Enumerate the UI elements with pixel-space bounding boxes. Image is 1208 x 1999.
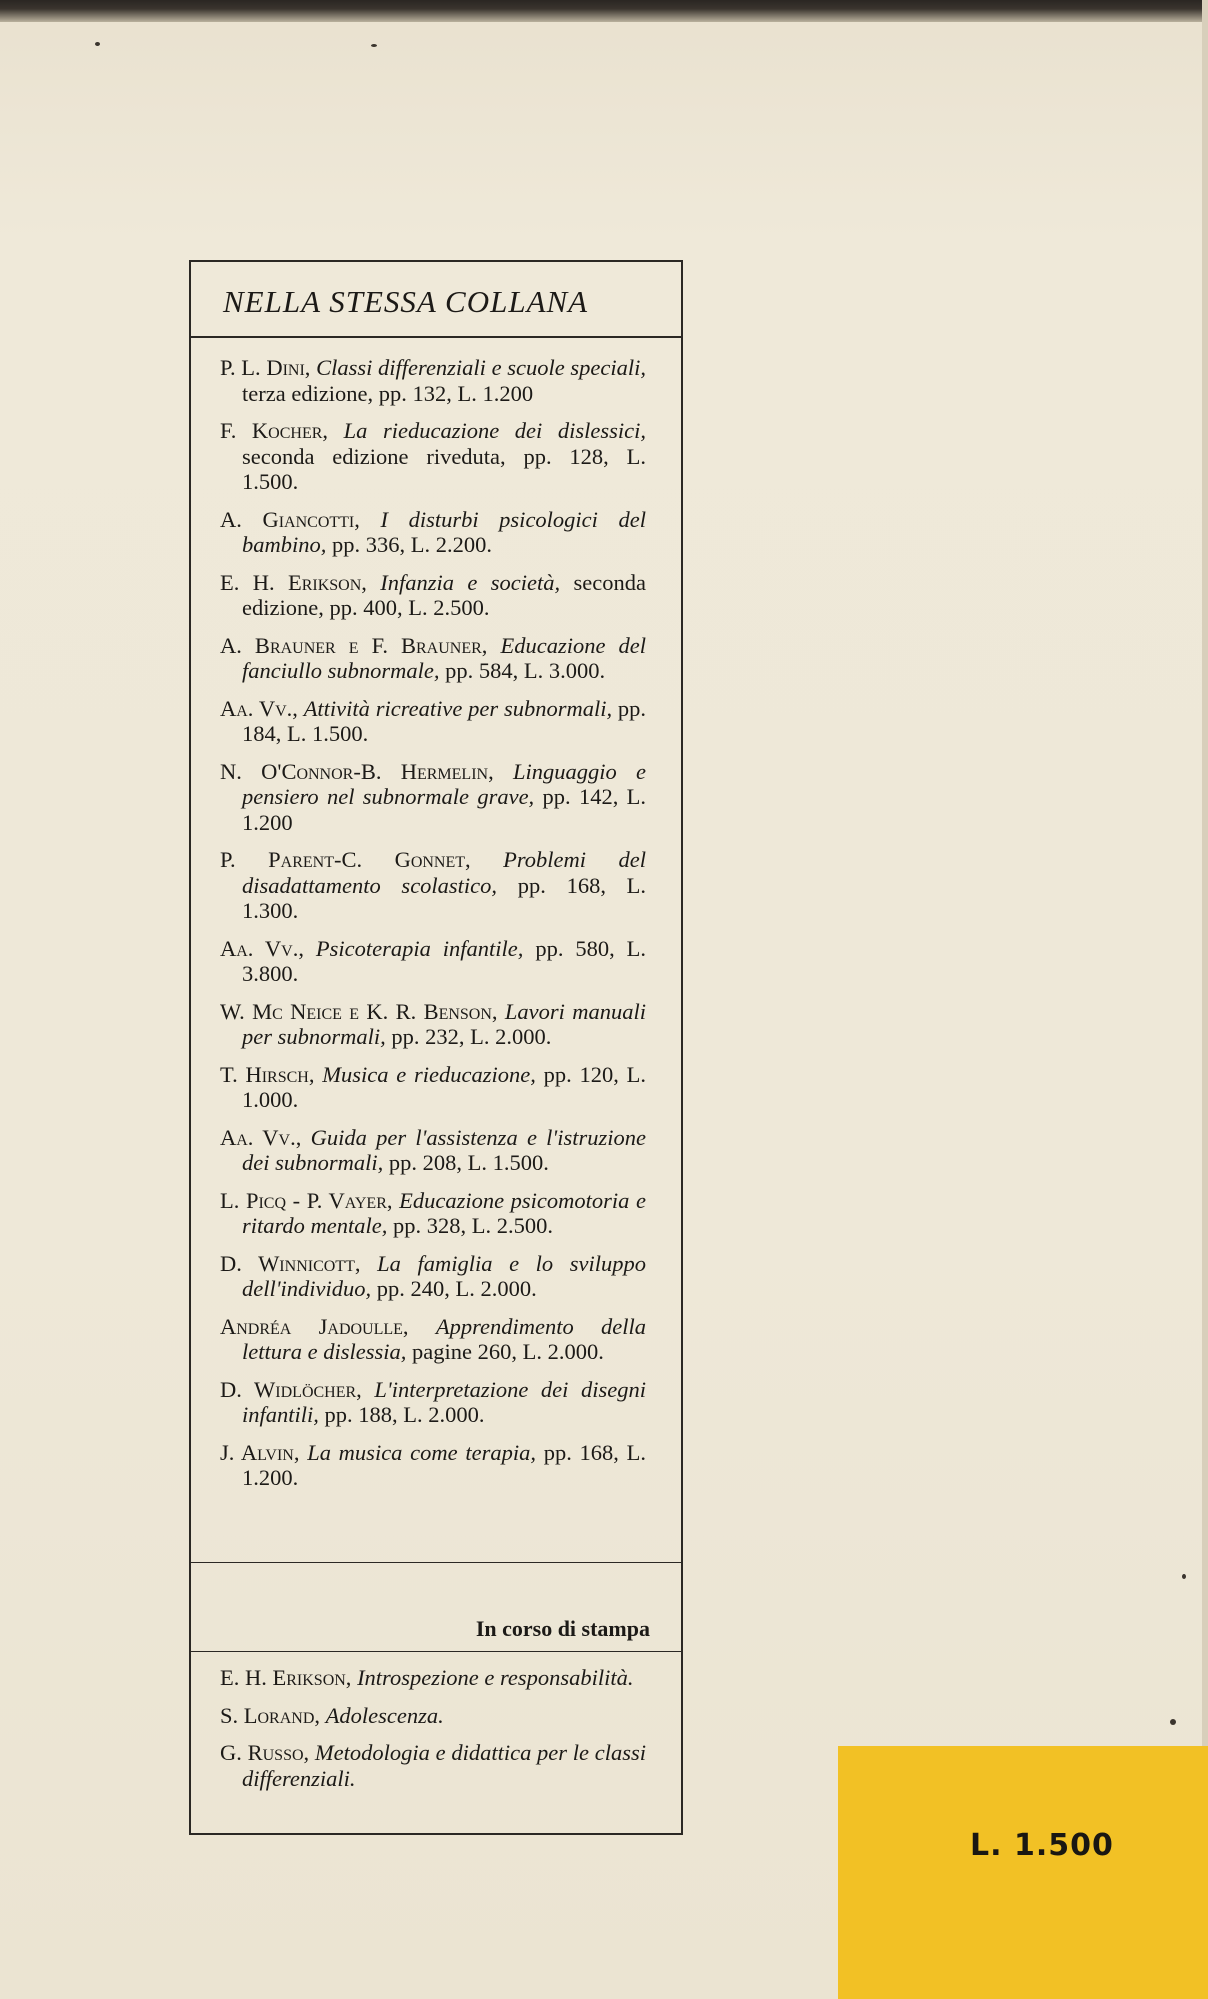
book-author: P. L. Dini,: [220, 355, 311, 380]
book-author: P. Parent-C. Gonnet,: [220, 847, 471, 872]
book-details: pp. 168, L. 1.200.: [242, 1439, 646, 1490]
price-sticker: [838, 1746, 1208, 1999]
book-entry: [220, 1125, 646, 1176]
book-entry: [220, 355, 646, 406]
book-title: Educazione del fanciullo subnormale,: [242, 632, 647, 683]
book-details: pp. 240, L. 2.000.: [376, 1276, 537, 1301]
book-title: Classi differenziali e scuole speciali,: [316, 355, 646, 380]
book-author: G. Russo,: [220, 1740, 310, 1765]
frame-bottom-rule: [189, 1833, 683, 1835]
section-divider: [189, 1651, 683, 1652]
series-title-list: [220, 355, 646, 1503]
book-details: pp. 168, L. 1.300.: [242, 872, 646, 923]
book-entry: [220, 418, 646, 495]
book-details: pp. 120, L. 1.000.: [242, 1061, 647, 1112]
book-entry: [220, 1440, 646, 1491]
book-title: La musica come terapia,: [307, 1439, 536, 1465]
book-title: I disturbi psicologici del bambino,: [242, 506, 646, 557]
book-entry: [220, 1314, 646, 1365]
book-entry: [220, 570, 646, 621]
book-entry: [220, 999, 646, 1050]
book-author: J. Alvin,: [220, 1439, 300, 1465]
paper-speck: [1182, 1574, 1186, 1579]
book-title: La rieducazione dei dislessici,: [343, 418, 646, 443]
book-title: Adolescenza.: [325, 1702, 444, 1728]
in-press-heading: In corso di stampa: [475, 1616, 650, 1641]
book-details: pp. 208, L. 1.500.: [388, 1150, 549, 1175]
book-author: A. Brauner e F. Brauner,: [220, 632, 488, 658]
section-divider: [189, 1562, 683, 1563]
book-entry: [220, 507, 646, 558]
book-details: seconda edizione riveduta, pp. 128, L. 1.500.: [242, 443, 646, 494]
book-title: L'interpretazione dei disegni infantili,: [242, 1376, 646, 1427]
book-author: S. Lorand,: [220, 1702, 321, 1728]
book-entry: [220, 1251, 646, 1302]
paper-speck: [95, 42, 100, 46]
book-author: L. Picq - P. Vayer,: [220, 1187, 393, 1213]
book-title: Attività ricreative per subnormali,: [303, 695, 613, 721]
book-author: Aa. Vv.,: [220, 935, 304, 961]
book-title: Musica e rieducazione,: [322, 1061, 536, 1087]
frame-top-rule: [189, 260, 683, 262]
book-author: N. O'Connor-B. Hermelin,: [220, 758, 494, 784]
book-details: seconda edizione, pp. 400, L. 2.500.: [242, 569, 646, 620]
in-press-list: [220, 1665, 646, 1803]
book-author: D. Winnicott,: [220, 1250, 361, 1276]
book-entry: [220, 847, 646, 924]
book-details: terza edizione, pp. 132, L. 1.200: [242, 380, 534, 406]
book-details: pp. 184, L. 1.500.: [242, 695, 647, 746]
book-entry: [220, 936, 646, 987]
paper-speck: [1170, 1719, 1176, 1725]
book-details: pp. 232, L. 2.000.: [391, 1024, 552, 1049]
book-details: pp. 188, L. 2.000.: [324, 1402, 485, 1427]
book-title: Apprendimento della lettura e dislessia,: [242, 1313, 646, 1364]
book-entry: [220, 696, 646, 747]
book-title: Educazione psicomotoria e ritardo mentale,: [242, 1187, 646, 1238]
book-entry: [220, 1188, 646, 1239]
cover-right-edge: [1202, 0, 1208, 1999]
book-details: pp. 336, L. 2.200.: [332, 532, 492, 557]
book-details: pp. 142, L. 1.200: [242, 784, 646, 835]
book-author: A. Giancotti,: [220, 506, 360, 532]
book-title: Linguaggio e pensiero nel subnormale grave,: [242, 758, 646, 809]
book-entry: [220, 1062, 646, 1113]
book-author: Aa. Vv.,: [220, 1124, 302, 1150]
price-label: L. 1.500: [970, 1828, 1114, 1863]
book-details: pagine 260, L. 2.000.: [412, 1339, 604, 1364]
book-title: Introspezione e responsabilità.: [357, 1665, 634, 1690]
book-author: Andréa Jadoulle,: [220, 1313, 409, 1339]
book-title: Psicoterapia infantile,: [315, 935, 524, 961]
book-author: F. Kocher,: [220, 418, 329, 443]
heading-rule: [189, 336, 683, 338]
book-entry: [220, 1665, 646, 1691]
book-details: pp. 584, L. 3.000.: [445, 658, 606, 683]
book-entry: [220, 1740, 646, 1791]
book-details: pp. 580, L. 3.800.: [242, 935, 646, 986]
book-title: La famiglia e lo sviluppo dell'individuo,: [242, 1250, 647, 1301]
series-heading: NELLA STESSA COLLANA: [223, 284, 589, 319]
book-author: E. H. Erikson,: [220, 569, 367, 595]
book-title: Problemi del disadattamento scolastico,: [242, 847, 647, 898]
book-title: Guida per l'assistenza e l'istruzione dei subnormali,: [242, 1124, 647, 1175]
book-author: W. Mc Neice e K. R. Benson,: [220, 998, 498, 1024]
book-details: pp. 328, L. 2.500.: [393, 1213, 554, 1238]
book-entry: [220, 759, 646, 836]
cover-top-edge: [0, 0, 1208, 22]
book-author: E. H. Erikson,: [220, 1665, 352, 1690]
book-title: Infanzia e società,: [380, 569, 561, 595]
book-author: Aa. Vv.,: [220, 695, 298, 721]
book-author: D. Widlöcher,: [220, 1376, 362, 1402]
book-title: Metodologia e didattica per le classi differenziali.: [242, 1740, 646, 1791]
book-title: Lavori manuali per subnormali,: [242, 998, 646, 1049]
paper-speck: [371, 44, 377, 47]
book-entry: [220, 1377, 646, 1428]
book-entry: [220, 633, 646, 684]
book-entry: [220, 1703, 646, 1729]
book-author: T. Hirsch,: [220, 1061, 315, 1087]
